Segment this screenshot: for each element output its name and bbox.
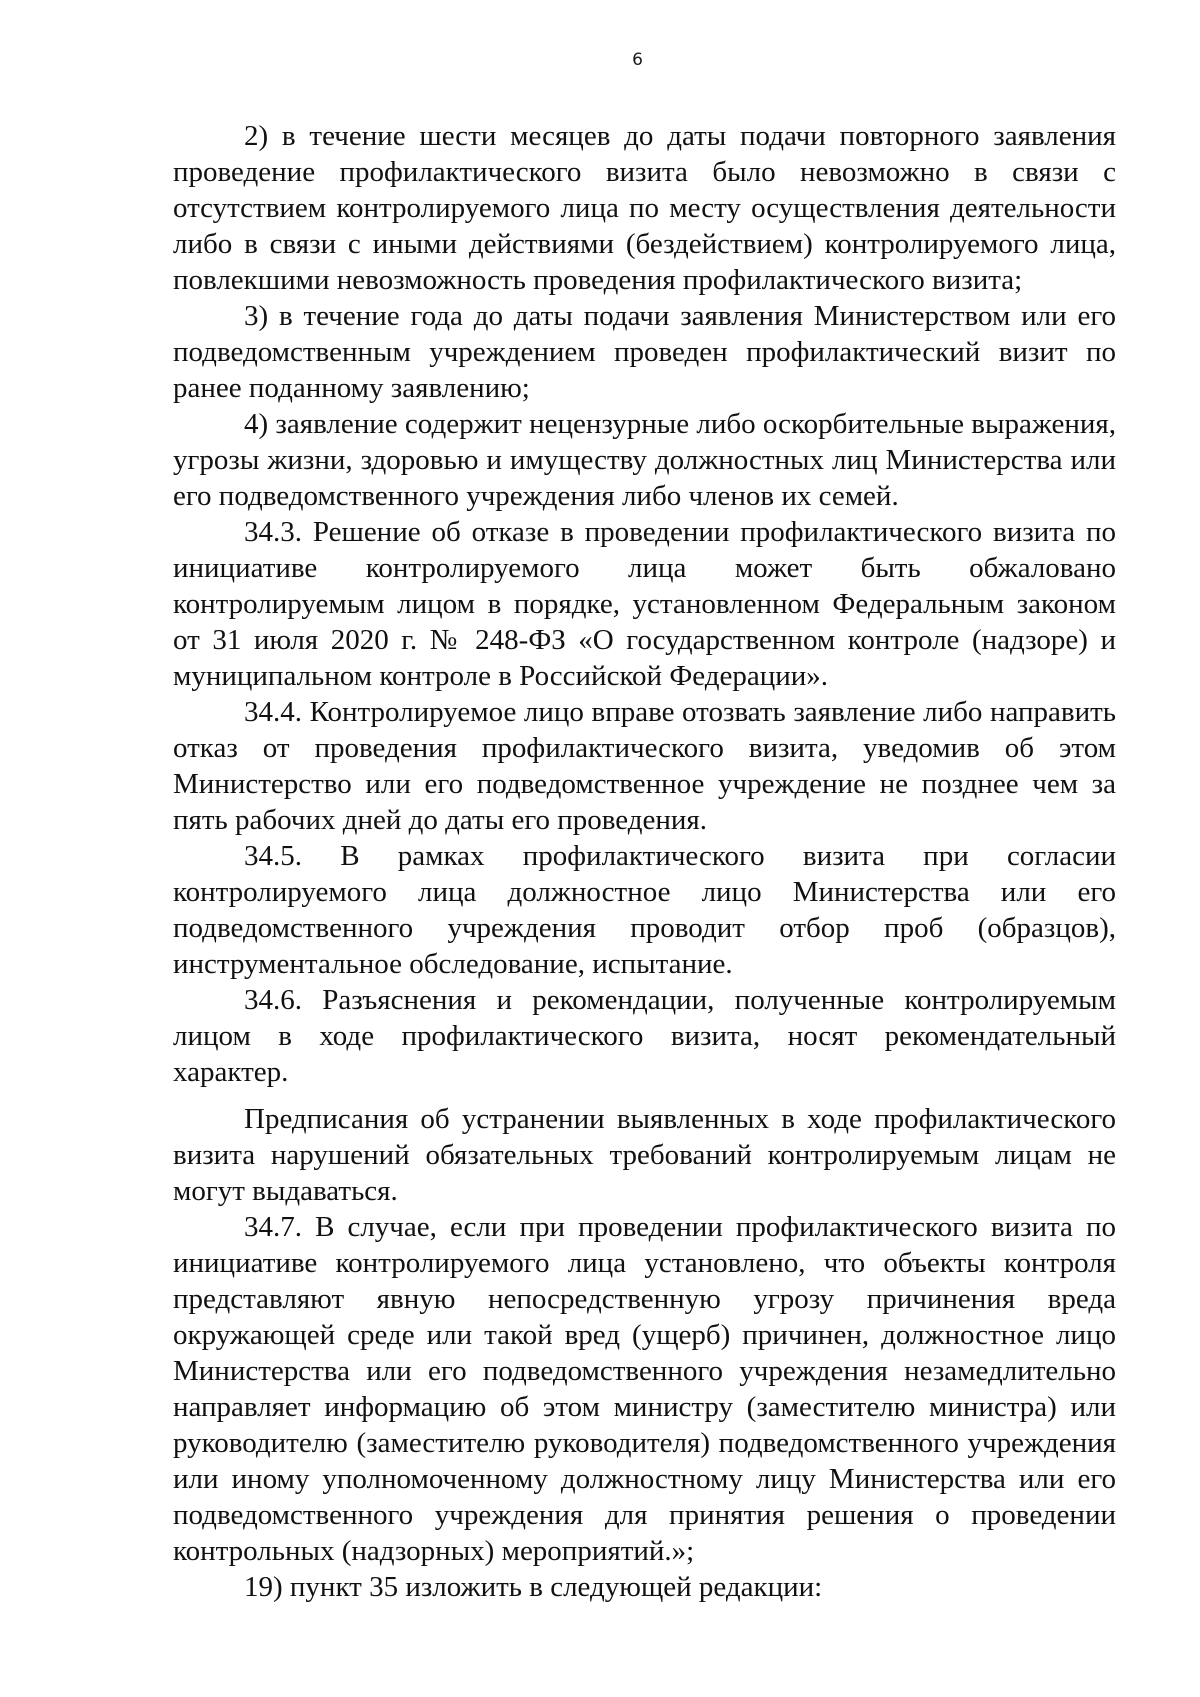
paragraph-34-5: 34.5. В рамках профилактического визита при согласии контролируемого лица должностное лицо Министерства или его подведомственного учреждения проводит отбор проб (образцов), инструментальное обследование, испытание. <box>173 840 1116 980</box>
paragraph-item-2: 2) в течение шести месяцев до даты подачи повторного заявления проведение профилактического визита было невозможно в связи с отсутствием контролируемого лица по месту осуществления деятельности либо в связи с иными действиями (бездействием) контролируемого лица, повлекшими невозможность проведения профилактического визита; <box>173 120 1116 296</box>
paragraph-item-19: 19) пункт 35 изложить в следующей редакции: <box>244 1571 823 1603</box>
paragraph-34-6: 34.6. Разъяснения и рекомендации, полученные контролируемым лицом в ходе профилактического визита, носят рекомендательный характер. <box>173 984 1116 1088</box>
paragraph-prescriptions: Предписания об устранении выявленных в ходе профилактического визита нарушений обязательных требований контролируемым лицам не могут выдаваться. <box>173 1103 1116 1207</box>
paragraph-34-7: 34.7. В случае, если при проведении профилактического визита по инициативе контролируемого лица установлено, что объекты контроля представляют явную непосредственную угрозу причинения вреда окружающей среде или такой вред (ущерб) причинен, должностное лицо Министерства или его подведомственного учреждения незамедлительно направляет информацию об этом министру (заместителю министра) или руководителю (заместителю руководителя) подведомственного учреждения или иному уполномоченному должностному лицу Министерства или его подведомственного учреждения для принятия решения о проведении контрольных (надзорных) мероприятий.»; <box>173 1211 1116 1567</box>
paragraph-34-3: 34.3. Решение об отказе в проведении профилактического визита по инициативе контролируемого лица может быть обжаловано контролируемым лицом в порядке, установленном Федеральным законом от 31 июля 2020 г. № 248-ФЗ «О государственном контроле (надзоре) и муниципальном контроле в Российской Федерации». <box>173 516 1116 692</box>
document-body <box>173 118 1116 1605</box>
paragraph-item-3: 3) в течение года до даты подачи заявления Министерством или его подведомственным учреждением проведен профилактический визит по ранее поданному заявлению; <box>173 300 1116 404</box>
paragraph-34-4: 34.4. Контролируемое лицо вправе отозвать заявление либо направить отказ от проведения профилактического визита, уведомив об этом Министерство или его подведомственное учреждение не позднее чем за пять рабочих дней до даты его проведения. <box>173 696 1116 836</box>
paragraph-item-4: 4) заявление содержит нецензурные либо оскорбительные выражения, угрозы жизни, здоровью и имуществу должностных лиц Министерства или его подведомственного учреждения либо членов их семей. <box>173 408 1116 512</box>
page-number: 6 <box>632 50 643 70</box>
